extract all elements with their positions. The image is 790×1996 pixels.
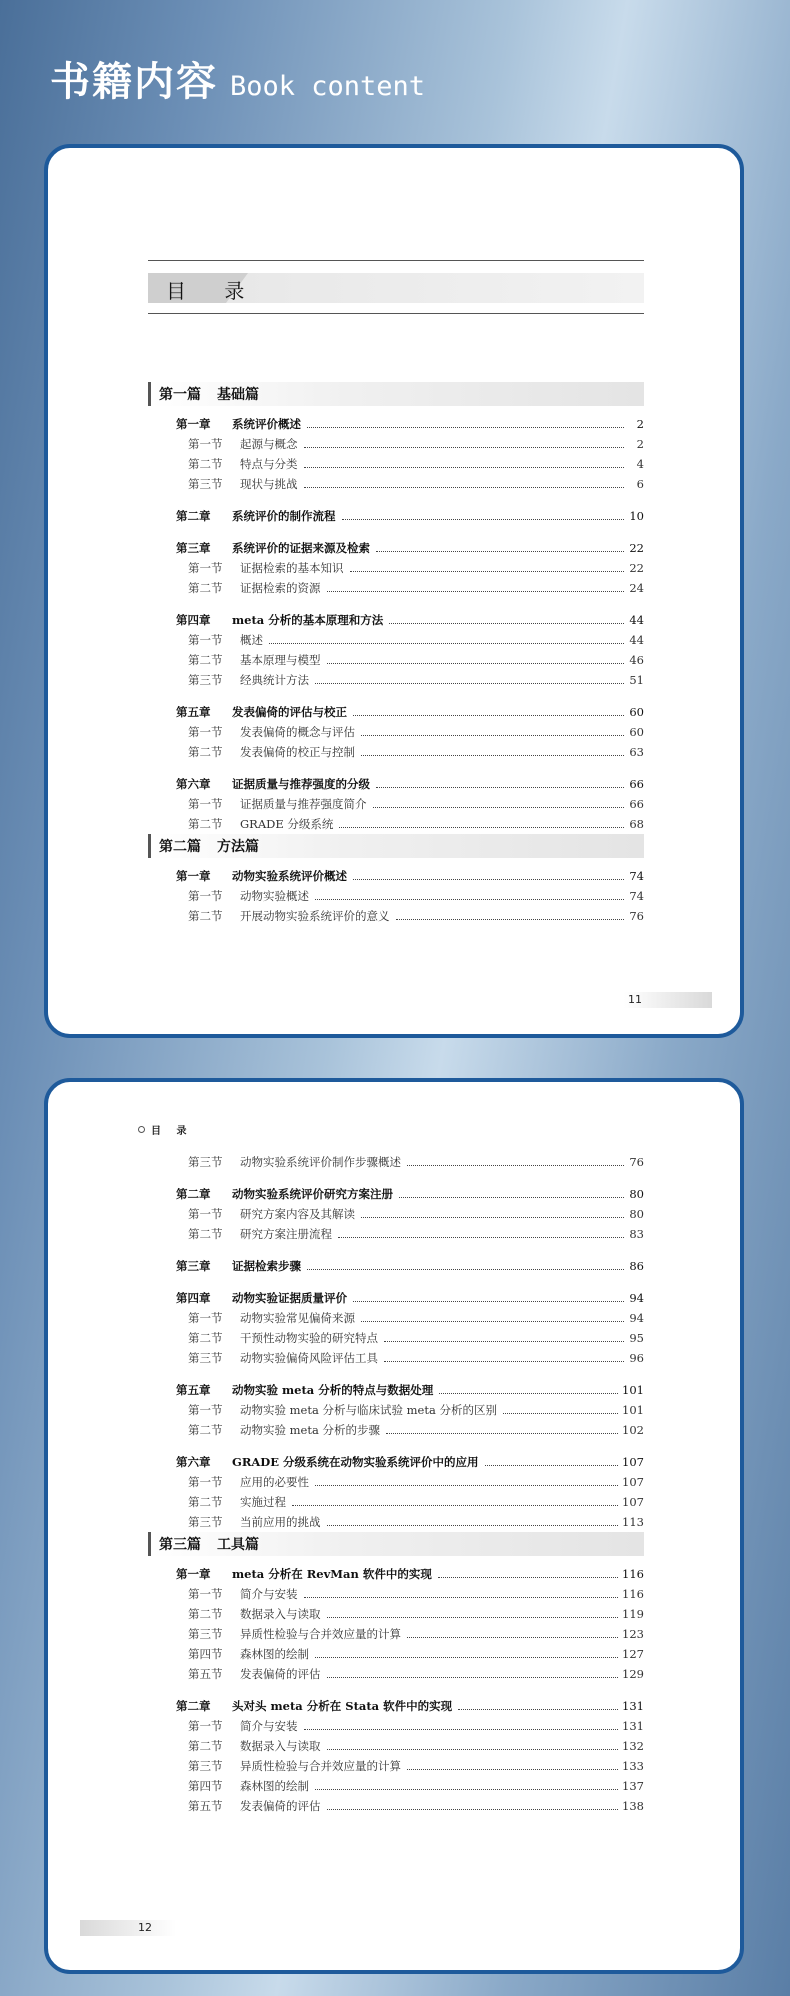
toc-section-entry [148, 1716, 644, 1736]
section-page-number: 80 [629, 1207, 644, 1221]
chapter-label: 第四章 [176, 613, 211, 627]
section-title: 异质性检验与合并效应量的计算 [240, 1627, 401, 1641]
dot-leader [327, 591, 625, 592]
toc-chapter-entry [148, 702, 644, 722]
section-page-number: 133 [622, 1759, 644, 1773]
chapter-title: 系统评价的证据来源及检索 [232, 541, 370, 555]
toc-spacer [148, 1368, 644, 1380]
page-number-label: 11 [628, 993, 642, 1006]
chapter-page-number: 60 [629, 705, 644, 719]
part-label: 第二篇 [159, 839, 201, 855]
book-page-11 [44, 144, 744, 1038]
section-label: 第二节 [188, 581, 223, 595]
chapter-page-number: 107 [622, 1455, 644, 1469]
section-page-number: 83 [629, 1227, 644, 1241]
section-page-number: 4 [636, 457, 644, 471]
section-title: 动物实验 meta 分析的步骤 [240, 1423, 380, 1437]
section-title: 动物实验常见偏倚来源 [240, 1311, 355, 1325]
toc-spacer [148, 494, 644, 506]
section-label: 第二节 [188, 1607, 223, 1621]
section-title: 简介与安装 [240, 1719, 298, 1733]
section-title: 发表偏倚的评估 [240, 1799, 321, 1813]
chapter-title: 系统评价的制作流程 [232, 509, 336, 523]
toc-section-entry [148, 1328, 644, 1348]
part-label: 第三篇 [159, 1537, 201, 1553]
section-page-number: 119 [622, 1607, 644, 1621]
section-title: 起源与概念 [240, 437, 298, 451]
section-page-number: 51 [629, 673, 644, 687]
section-page-number: 24 [629, 581, 644, 595]
chapter-title: 动物实验系统评价研究方案注册 [232, 1187, 393, 1201]
dot-leader [304, 487, 625, 488]
toc-spacer [148, 1172, 644, 1184]
section-title: 特点与分类 [240, 457, 298, 471]
toc-section-entry [148, 1584, 644, 1604]
running-head [138, 1122, 192, 1137]
toc-section-entry [148, 1604, 644, 1624]
section-label: 第二节 [188, 817, 223, 831]
dot-leader [338, 1237, 624, 1238]
section-label: 第三节 [188, 673, 223, 687]
section-page-number: 123 [622, 1627, 644, 1641]
section-title: 当前应用的挑战 [240, 1515, 321, 1529]
section-title: 实施过程 [240, 1495, 286, 1509]
section-page-number: 129 [622, 1667, 644, 1681]
chapter-page-number: 80 [629, 1187, 644, 1201]
dot-leader [304, 447, 625, 448]
toc-section-entry [148, 558, 644, 578]
dot-leader [327, 1809, 619, 1810]
section-title: 动物实验系统评价制作步骤概述 [240, 1155, 401, 1169]
toc-section-entry [148, 1796, 644, 1816]
chapter-label: 第四章 [176, 1291, 211, 1305]
dot-leader [315, 1789, 618, 1790]
chapter-title: meta 分析的基本原理和方法 [232, 613, 384, 627]
toc-section-entry [148, 906, 644, 926]
dot-leader [327, 1525, 619, 1526]
toc-section-entry [148, 650, 644, 670]
toc-section-entry [148, 1204, 644, 1224]
part-label: 第一篇 [159, 387, 201, 403]
dot-leader [353, 879, 624, 880]
dot-leader [327, 1677, 619, 1678]
chapter-label: 第二章 [176, 1699, 211, 1713]
chapter-title: 头对头 meta 分析在 Stata 软件中的实现 [232, 1699, 453, 1713]
dot-leader [342, 519, 625, 520]
part-title: 工具篇 [217, 1537, 259, 1553]
toc-spacer [148, 598, 644, 610]
chapter-label: 第五章 [176, 1383, 211, 1397]
dot-leader [315, 899, 624, 900]
section-label: 第二节 [188, 653, 223, 667]
chapter-title: 证据质量与推荐强度的分级 [232, 777, 370, 791]
section-title: 应用的必要性 [240, 1475, 309, 1489]
header-title-cn: 书籍内容 [50, 59, 218, 105]
section-label: 第二节 [188, 1227, 223, 1241]
dot-leader [386, 1433, 618, 1434]
header-title-en: Book content [230, 71, 426, 102]
section-title: 森林图的绘制 [240, 1647, 309, 1661]
dot-leader [396, 919, 625, 920]
section-page-number: 46 [629, 653, 644, 667]
toc-section-entry [148, 1492, 644, 1512]
chapter-page-number: 94 [629, 1291, 644, 1305]
dot-leader [327, 1617, 619, 1618]
section-page-number: 138 [622, 1799, 644, 1813]
chapter-title: meta 分析在 RevMan 软件中的实现 [232, 1567, 432, 1581]
dot-leader [407, 1637, 618, 1638]
dot-leader [389, 623, 624, 624]
section-label: 第二节 [188, 909, 223, 923]
part-title: 基础篇 [217, 387, 259, 403]
toc-section-entry [148, 1308, 644, 1328]
section-label: 第二节 [188, 1739, 223, 1753]
toc-section-entry [148, 1400, 644, 1420]
part-title: 方法篇 [217, 839, 259, 855]
toc-chapter-entry [148, 866, 644, 886]
toc-section-entry [148, 1472, 644, 1492]
chapter-page-number: 131 [622, 1699, 644, 1713]
section-label: 第三节 [188, 477, 223, 491]
section-title: 研究方案注册流程 [240, 1227, 332, 1241]
chapter-label: 第一章 [176, 1567, 211, 1581]
section-title: 发表偏倚的校正与控制 [240, 745, 355, 759]
dot-leader [304, 1597, 619, 1598]
dot-leader [361, 1217, 624, 1218]
dot-leader [307, 427, 624, 428]
dot-leader [361, 755, 624, 756]
section-page-number: 44 [629, 633, 644, 647]
toc-section-entry [148, 742, 644, 762]
chapter-title: 系统评价概述 [232, 417, 301, 431]
chapter-page-number: 101 [622, 1383, 644, 1397]
toc-section-entry [148, 1736, 644, 1756]
section-page-number: 116 [622, 1587, 644, 1601]
chapter-page-number: 44 [629, 613, 644, 627]
section-label: 第一节 [188, 437, 223, 451]
page-header [50, 50, 425, 107]
toc-part-heading [148, 1532, 644, 1556]
page-number-label: 12 [138, 1921, 152, 1934]
section-label: 第一节 [188, 1587, 223, 1601]
section-page-number: 22 [629, 561, 644, 575]
section-page-number: 131 [622, 1719, 644, 1733]
section-label: 第一节 [188, 797, 223, 811]
page-number [624, 992, 712, 1008]
section-label: 第一节 [188, 1719, 223, 1733]
section-label: 第一节 [188, 633, 223, 647]
section-page-number: 107 [622, 1475, 644, 1489]
toc-chapter-entry [148, 506, 644, 526]
dot-leader [353, 1301, 624, 1302]
toc-chapter-entry [148, 1452, 644, 1472]
toc-section-entry [148, 578, 644, 598]
toc-heading [148, 260, 644, 314]
dot-leader [361, 735, 624, 736]
bottom-rule [148, 313, 644, 314]
toc-section-entry [148, 1152, 644, 1172]
dot-leader [485, 1465, 619, 1466]
section-title: 森林图的绘制 [240, 1779, 309, 1793]
dot-leader [292, 1505, 618, 1506]
dot-leader [503, 1413, 618, 1414]
section-title: 研究方案内容及其解读 [240, 1207, 355, 1221]
section-title: 基本原理与模型 [240, 653, 321, 667]
dot-leader [361, 1321, 624, 1322]
section-label: 第二节 [188, 1331, 223, 1345]
chapter-title: 发表偏倚的评估与校正 [232, 705, 347, 719]
toc-chapter-entry [148, 1380, 644, 1400]
section-label: 第二节 [188, 457, 223, 471]
section-page-number: 137 [622, 1779, 644, 1793]
section-page-number: 6 [636, 477, 644, 491]
section-page-number: 94 [629, 1311, 644, 1325]
dot-leader [353, 715, 624, 716]
dot-leader [339, 827, 624, 828]
dot-leader [407, 1165, 624, 1166]
toc-spacer [148, 1684, 644, 1696]
section-label: 第一节 [188, 1403, 223, 1417]
toc-section-entry [148, 1776, 644, 1796]
section-label: 第一节 [188, 1311, 223, 1325]
dot-leader [304, 467, 625, 468]
toc-list-page-11 [148, 382, 644, 926]
section-label: 第一节 [188, 1475, 223, 1489]
section-page-number: 76 [629, 1155, 644, 1169]
section-title: 证据检索的基本知识 [240, 561, 344, 575]
section-label: 第一节 [188, 889, 223, 903]
section-page-number: 113 [622, 1515, 644, 1529]
chapter-label: 第三章 [176, 1259, 211, 1273]
toc-section-entry [148, 1512, 644, 1532]
toc-section-entry [148, 474, 644, 494]
section-label: 第三节 [188, 1155, 223, 1169]
section-label: 第二节 [188, 745, 223, 759]
section-title: 发表偏倚的评估 [240, 1667, 321, 1681]
dot-leader [438, 1577, 618, 1578]
section-label: 第三节 [188, 1515, 223, 1529]
section-page-number: 74 [629, 889, 644, 903]
section-page-number: 2 [636, 437, 644, 451]
section-page-number: 95 [629, 1331, 644, 1345]
toc-chapter-entry [148, 610, 644, 630]
section-page-number: 66 [629, 797, 644, 811]
toc-section-entry [148, 1420, 644, 1440]
toc-spacer [148, 762, 644, 774]
section-title: 经典统计方法 [240, 673, 309, 687]
toc-section-entry [148, 1664, 644, 1684]
chapter-label: 第二章 [176, 509, 211, 523]
dot-leader [373, 807, 625, 808]
running-head-label: 目 录 [151, 1126, 193, 1137]
section-page-number: 96 [629, 1351, 644, 1365]
dot-leader [384, 1361, 624, 1362]
section-title: 干预性动物实验的研究特点 [240, 1331, 378, 1345]
section-page-number: 76 [629, 909, 644, 923]
chapter-title: 动物实验 meta 分析的特点与数据处理 [232, 1383, 434, 1397]
section-label: 第二节 [188, 1495, 223, 1509]
toc-chapter-entry [148, 1564, 644, 1584]
toc-spacer [148, 526, 644, 538]
toc-section-entry [148, 722, 644, 742]
section-title: 开展动物实验系统评价的意义 [240, 909, 390, 923]
section-page-number: 127 [622, 1647, 644, 1661]
section-label: 第三节 [188, 1627, 223, 1641]
section-page-number: 60 [629, 725, 644, 739]
toc-section-entry [148, 886, 644, 906]
toc-chapter-entry [148, 1696, 644, 1716]
section-page-number: 63 [629, 745, 644, 759]
section-label: 第一节 [188, 725, 223, 739]
section-label: 第五节 [188, 1667, 223, 1681]
section-page-number: 101 [622, 1403, 644, 1417]
section-title: GRADE 分级系统 [240, 817, 334, 831]
toc-title-band [148, 273, 644, 303]
dot-leader [439, 1393, 618, 1394]
dot-leader [376, 551, 624, 552]
toc-section-entry [148, 814, 644, 834]
toc-section-entry [148, 454, 644, 474]
chapter-label: 第五章 [176, 705, 211, 719]
chapter-page-number: 116 [622, 1567, 644, 1581]
dot-leader [399, 1197, 624, 1198]
section-title: 动物实验概述 [240, 889, 309, 903]
section-title: 动物实验偏倚风险评估工具 [240, 1351, 378, 1365]
toc-section-entry [148, 1644, 644, 1664]
chapter-label: 第一章 [176, 869, 211, 883]
chapter-page-number: 66 [629, 777, 644, 791]
toc-section-entry [148, 1348, 644, 1368]
toc-section-entry [148, 794, 644, 814]
chapter-page-number: 2 [636, 417, 644, 431]
dot-leader [315, 1657, 618, 1658]
toc-part-heading [148, 382, 644, 406]
top-rule [148, 260, 644, 261]
section-label: 第一节 [188, 1207, 223, 1221]
dot-leader [307, 1269, 624, 1270]
toc-section-entry [148, 630, 644, 650]
section-label: 第二节 [188, 1423, 223, 1437]
section-page-number: 102 [622, 1423, 644, 1437]
section-label: 第四节 [188, 1779, 223, 1793]
section-title: 数据录入与读取 [240, 1739, 321, 1753]
section-title: 证据检索的资源 [240, 581, 321, 595]
dot-leader [458, 1709, 618, 1710]
section-title: 动物实验 meta 分析与临床试验 meta 分析的区别 [240, 1403, 497, 1417]
section-page-number: 68 [629, 817, 644, 831]
chapter-label: 第一章 [176, 417, 211, 431]
page-number [80, 1920, 176, 1936]
toc-spacer [148, 1244, 644, 1256]
circle-icon [138, 1126, 145, 1133]
chapter-page-number: 86 [629, 1259, 644, 1273]
toc-spacer [148, 1276, 644, 1288]
chapter-title: 证据检索步骤 [232, 1259, 301, 1273]
toc-chapter-entry [148, 414, 644, 434]
section-title: 发表偏倚的概念与评估 [240, 725, 355, 739]
dot-leader [315, 683, 624, 684]
book-page-12 [44, 1078, 744, 1974]
toc-chapter-entry [148, 774, 644, 794]
section-label: 第四节 [188, 1647, 223, 1661]
toc-spacer [148, 1440, 644, 1452]
toc-part-heading [148, 834, 644, 858]
toc-section-entry [148, 434, 644, 454]
chapter-label: 第二章 [176, 1187, 211, 1201]
section-page-number: 107 [622, 1495, 644, 1509]
section-title: 证据质量与推荐强度简介 [240, 797, 367, 811]
toc-title: 目 录 [166, 279, 261, 303]
dot-leader [327, 663, 625, 664]
toc-chapter-entry [148, 1184, 644, 1204]
chapter-page-number: 74 [629, 869, 644, 883]
dot-leader [407, 1769, 618, 1770]
chapter-label: 第六章 [176, 1455, 211, 1469]
toc-section-entry [148, 670, 644, 690]
toc-chapter-entry [148, 538, 644, 558]
section-title: 数据录入与读取 [240, 1607, 321, 1621]
chapter-title: GRADE 分级系统在动物实验系统评价中的应用 [232, 1455, 479, 1469]
section-label: 第五节 [188, 1799, 223, 1813]
section-label: 第三节 [188, 1351, 223, 1365]
chapter-page-number: 10 [629, 509, 644, 523]
section-title: 简介与安装 [240, 1587, 298, 1601]
section-title: 现状与挑战 [240, 477, 298, 491]
toc-list-page-12 [148, 1152, 644, 1816]
chapter-label: 第六章 [176, 777, 211, 791]
dot-leader [350, 571, 625, 572]
toc-section-entry [148, 1224, 644, 1244]
dot-leader [269, 643, 624, 644]
dot-leader [315, 1485, 618, 1486]
dot-leader [376, 787, 624, 788]
section-label: 第一节 [188, 561, 223, 575]
toc-section-entry [148, 1756, 644, 1776]
section-label: 第三节 [188, 1759, 223, 1773]
toc-spacer [148, 690, 644, 702]
section-page-number: 132 [622, 1739, 644, 1753]
chapter-title: 动物实验证据质量评价 [232, 1291, 347, 1305]
section-title: 异质性检验与合并效应量的计算 [240, 1759, 401, 1773]
chapter-page-number: 22 [629, 541, 644, 555]
dot-leader [327, 1749, 619, 1750]
toc-chapter-entry [148, 1256, 644, 1276]
section-title: 概述 [240, 633, 263, 647]
toc-chapter-entry [148, 1288, 644, 1308]
dot-leader [384, 1341, 624, 1342]
chapter-title: 动物实验系统评价概述 [232, 869, 347, 883]
toc-section-entry [148, 1624, 644, 1644]
dot-leader [304, 1729, 619, 1730]
chapter-label: 第三章 [176, 541, 211, 555]
